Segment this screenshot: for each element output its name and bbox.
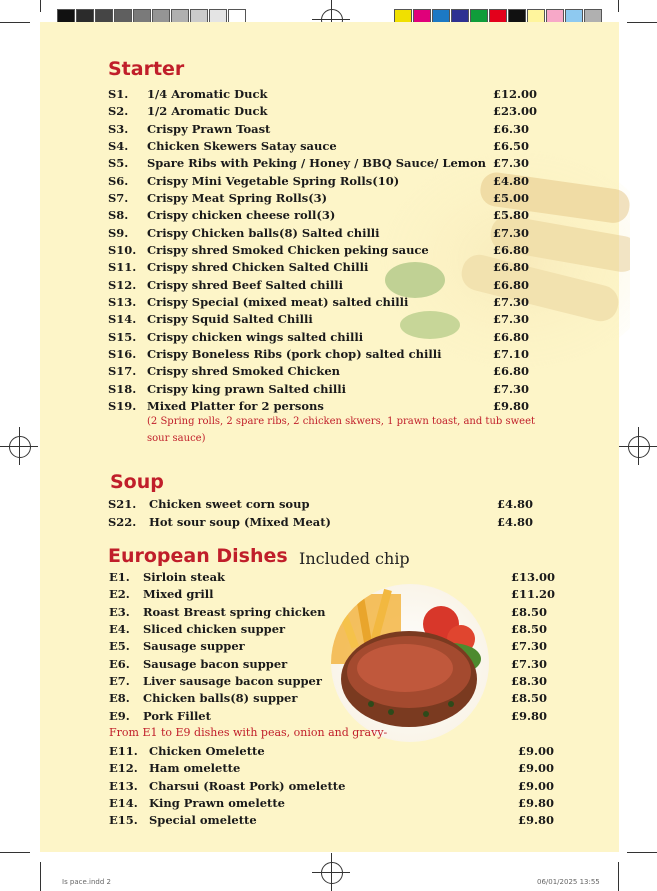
- menu-item-code: S16.: [108, 346, 137, 361]
- menu-item-name: 1/4 Aromatic Duck: [147, 87, 268, 101]
- menu-item-code: E7.: [109, 673, 130, 688]
- menu-item-price: £8.50: [511, 691, 548, 706]
- registration-mark-bottom: [312, 853, 350, 891]
- menu-item-code: S4.: [108, 138, 129, 153]
- registration-mark-left: [0, 427, 38, 465]
- menu-item-price: £8.50: [511, 621, 548, 636]
- menu-item-name: Crispy Chicken balls(8) Salted chilli: [147, 225, 380, 240]
- menu-item-code: S19.: [108, 398, 137, 413]
- menu-item-name: Crispy king prawn Salted chilli: [147, 381, 346, 396]
- platter-note: (2 Spring rolls, 2 spare ribs, 2 chicken skwers, 1 prawn toast, and tub sweet sour sauce): [147, 416, 536, 444]
- menu-item-price: £9.80: [493, 398, 530, 413]
- menu-item-price: £9.80: [518, 813, 555, 828]
- menu-item-code: S6.: [108, 173, 129, 188]
- menu-item: [109, 570, 561, 587]
- crop-mark: [40, 0, 41, 12]
- menu-item-name: Sirloin steak: [143, 570, 226, 584]
- menu-item-name: Chicken Skewers Satay sauce: [147, 138, 337, 153]
- menu-item: [108, 174, 543, 191]
- menu-item-name: Chicken sweet corn soup: [149, 497, 310, 511]
- menu-item-price: £9.00: [518, 744, 555, 758]
- menu-item: [109, 779, 568, 796]
- menu-item-price: £6.30: [493, 121, 530, 136]
- menu-item-code: E5.: [109, 639, 130, 654]
- menu-item-code: S18.: [108, 381, 137, 396]
- menu-item-code: E11.: [109, 744, 138, 758]
- menu-item-name: Crispy Prawn Toast: [147, 121, 271, 136]
- menu-item-code: S13.: [108, 294, 137, 309]
- menu-item: [108, 260, 543, 277]
- menu-item-price: £7.30: [493, 225, 530, 240]
- menu-item-code: E9.: [109, 708, 130, 723]
- menu-item-code: E8.: [109, 691, 130, 706]
- menu-item-price: £6.80: [493, 277, 530, 292]
- menu-item-price: £6.80: [493, 260, 530, 275]
- menu-item-price: £4.80: [497, 514, 534, 529]
- menu-item: [109, 605, 561, 622]
- menu-item-price: £7.10: [493, 346, 530, 361]
- menu-item-name: Charsui (Roast Pork) omelette: [149, 778, 346, 793]
- footer-date: 06/01/2025 13:55: [537, 878, 600, 886]
- menu-item-name: Chicken Omelette: [149, 744, 265, 758]
- crop-mark: [40, 862, 41, 891]
- menu-item: [108, 156, 543, 173]
- menu-item-name: Sausage bacon supper: [143, 656, 288, 671]
- menu-item-code: E3.: [109, 604, 130, 619]
- crop-mark: [618, 862, 619, 891]
- menu-item-name: Crispy chicken wings salted chilli: [147, 329, 364, 344]
- menu-item-code: E6.: [109, 656, 130, 671]
- menu-item-code: S17.: [108, 364, 137, 379]
- menu-item-code: S8.: [108, 208, 129, 223]
- menu-item-price: £6.80: [493, 329, 530, 344]
- menu-item-code: S10.: [108, 242, 137, 257]
- menu-item-name: Crispy Special (mixed meat) salted chilli: [147, 294, 409, 309]
- menu-item-price: £7.30: [511, 639, 548, 654]
- menu-item-name: Pork Fillet: [143, 708, 211, 723]
- menu-item-code: S3.: [108, 121, 129, 136]
- menu-item: [109, 796, 568, 813]
- crop-mark: [627, 852, 657, 853]
- menu-item-price: £12.00: [493, 87, 538, 101]
- menu-item-price: £5.00: [493, 190, 530, 205]
- menu-item-price: £5.80: [493, 208, 530, 223]
- menu-item-code: S1.: [108, 87, 129, 101]
- menu-item-price: £7.30: [493, 156, 530, 171]
- menu-item-name: Crispy shred Chicken Salted Chilli: [147, 260, 369, 275]
- menu-item-price: £8.30: [511, 673, 548, 688]
- menu-item-price: £11.20: [511, 587, 556, 602]
- menu-item: [109, 709, 561, 726]
- menu-item: [108, 122, 543, 139]
- menu-item-price: £9.80: [518, 795, 555, 810]
- menu-item-code: E1.: [109, 570, 130, 584]
- menu-item: [108, 278, 543, 295]
- included-chip-note: Included chip: [299, 549, 410, 568]
- crop-mark: [0, 852, 30, 853]
- menu-item-name: Chicken balls(8) supper: [143, 691, 298, 706]
- menu-item-name: Crispy Boneless Ribs (pork chop) salted chilli: [147, 346, 442, 361]
- european-heading: European Dishes: [108, 545, 288, 567]
- menu-item-price: £7.30: [493, 294, 530, 309]
- menu-item-price: £23.00: [493, 104, 538, 119]
- menu-item-price: £6.80: [493, 364, 530, 379]
- menu-item-name: Crispy shred Beef Salted chilli: [147, 277, 343, 292]
- menu-item-name: Crispy shred Smoked Chicken: [147, 364, 341, 379]
- menu-item: [108, 243, 543, 260]
- menu-item-name: Liver sausage bacon supper: [143, 673, 322, 688]
- menu-item-code: S11.: [108, 260, 137, 275]
- menu-item-price: £9.80: [511, 708, 548, 723]
- menu-item-name: King Prawn omelette: [149, 795, 285, 810]
- menu-item: [109, 691, 561, 708]
- menu-item: [108, 515, 547, 532]
- menu-item: [109, 674, 561, 691]
- menu-item-name: Mixed Platter for 2 persons: [147, 398, 324, 413]
- menu-item-name: Hot sour soup (Mixed Meat): [149, 514, 331, 529]
- menu-item-name: Special omelette: [149, 813, 257, 828]
- starter-heading: Starter: [108, 58, 185, 80]
- menu-item: [108, 208, 543, 225]
- menu-item-price: £4.80: [497, 497, 534, 511]
- menu-item-code: S21.: [108, 497, 137, 511]
- menu-item: [109, 587, 561, 604]
- crop-mark: [618, 0, 619, 12]
- menu-item: [108, 295, 543, 312]
- menu-item: [108, 87, 543, 104]
- menu-item: [108, 364, 543, 381]
- menu-item-code: S12.: [108, 277, 137, 292]
- menu-item-code: E12.: [109, 761, 138, 776]
- menu-item: [108, 226, 543, 243]
- menu-item: [108, 497, 547, 514]
- menu-item-price: £9.00: [518, 761, 555, 776]
- menu-item-price: £7.30: [493, 381, 530, 396]
- menu-item-name: Spare Ribs with Peking / Honey / BBQ Sauce/ Lemon: [147, 156, 486, 171]
- menu-item-price: £6.50: [493, 138, 530, 153]
- menu-item: [108, 139, 543, 156]
- soup-heading: Soup: [110, 471, 164, 493]
- menu-item-code: E14.: [109, 795, 138, 810]
- crop-mark: [0, 22, 30, 23]
- menu-item-price: £6.80: [493, 242, 530, 257]
- registration-mark-right: [619, 427, 657, 465]
- menu-item-code: E13.: [109, 778, 138, 793]
- menu-item-code: S22.: [108, 514, 137, 529]
- menu-item: [109, 622, 561, 639]
- menu-item: [108, 312, 543, 329]
- menu-item: [108, 382, 543, 399]
- menu-item: [109, 744, 568, 761]
- menu-item-price: £8.50: [511, 604, 548, 619]
- menu-item-code: S2.: [108, 104, 129, 119]
- menu-item-code: S9.: [108, 225, 129, 240]
- menu-item-code: S5.: [108, 156, 129, 171]
- menu-item-name: Crispy chicken cheese roll(3): [147, 208, 336, 223]
- menu-item-price: £7.30: [493, 312, 530, 327]
- menu-item: [108, 347, 543, 364]
- peas-gravy-note: From E1 to E9 dishes with peas, onion and gravy-: [109, 726, 388, 739]
- menu-item-code: S15.: [108, 329, 137, 344]
- menu-item: [108, 191, 543, 208]
- menu-item-name: Crispy shred Smoked Chicken peking sauce: [147, 242, 429, 257]
- menu-item: [109, 813, 568, 830]
- menu-item-price: £4.80: [493, 173, 530, 188]
- menu-item-name: Ham omelette: [149, 761, 241, 776]
- menu-item-code: E2.: [109, 587, 130, 602]
- menu-item-name: Mixed grill: [143, 587, 214, 602]
- menu-item-price: £13.00: [511, 570, 556, 584]
- footer-filename: Is pace.indd 2: [62, 878, 111, 886]
- menu-item-name: Crispy Squid Salted Chilli: [147, 312, 313, 327]
- menu-item-name: Sliced chicken supper: [143, 621, 286, 636]
- menu-item-name: 1/2 Aromatic Duck: [147, 104, 268, 119]
- menu-item: [108, 330, 543, 347]
- menu-item-name: Sausage supper: [143, 639, 245, 654]
- menu-item: [108, 104, 543, 121]
- menu-item: [109, 657, 561, 674]
- menu-item-name: Crispy Meat Spring Rolls(3): [147, 190, 328, 205]
- menu-item-code: S14.: [108, 312, 137, 327]
- menu-item-code: E15.: [109, 813, 138, 828]
- menu-item-name: Roast Breast spring chicken: [143, 604, 326, 619]
- menu-item-code: E4.: [109, 621, 130, 636]
- menu-item: [109, 761, 568, 778]
- menu-item-price: £7.30: [511, 656, 548, 671]
- menu-item-code: S7.: [108, 190, 129, 205]
- crop-mark: [627, 22, 657, 23]
- menu-item-price: £9.00: [518, 778, 555, 793]
- menu-item-name: Crispy Mini Vegetable Spring Rolls(10): [147, 173, 400, 188]
- menu-item: [109, 639, 561, 656]
